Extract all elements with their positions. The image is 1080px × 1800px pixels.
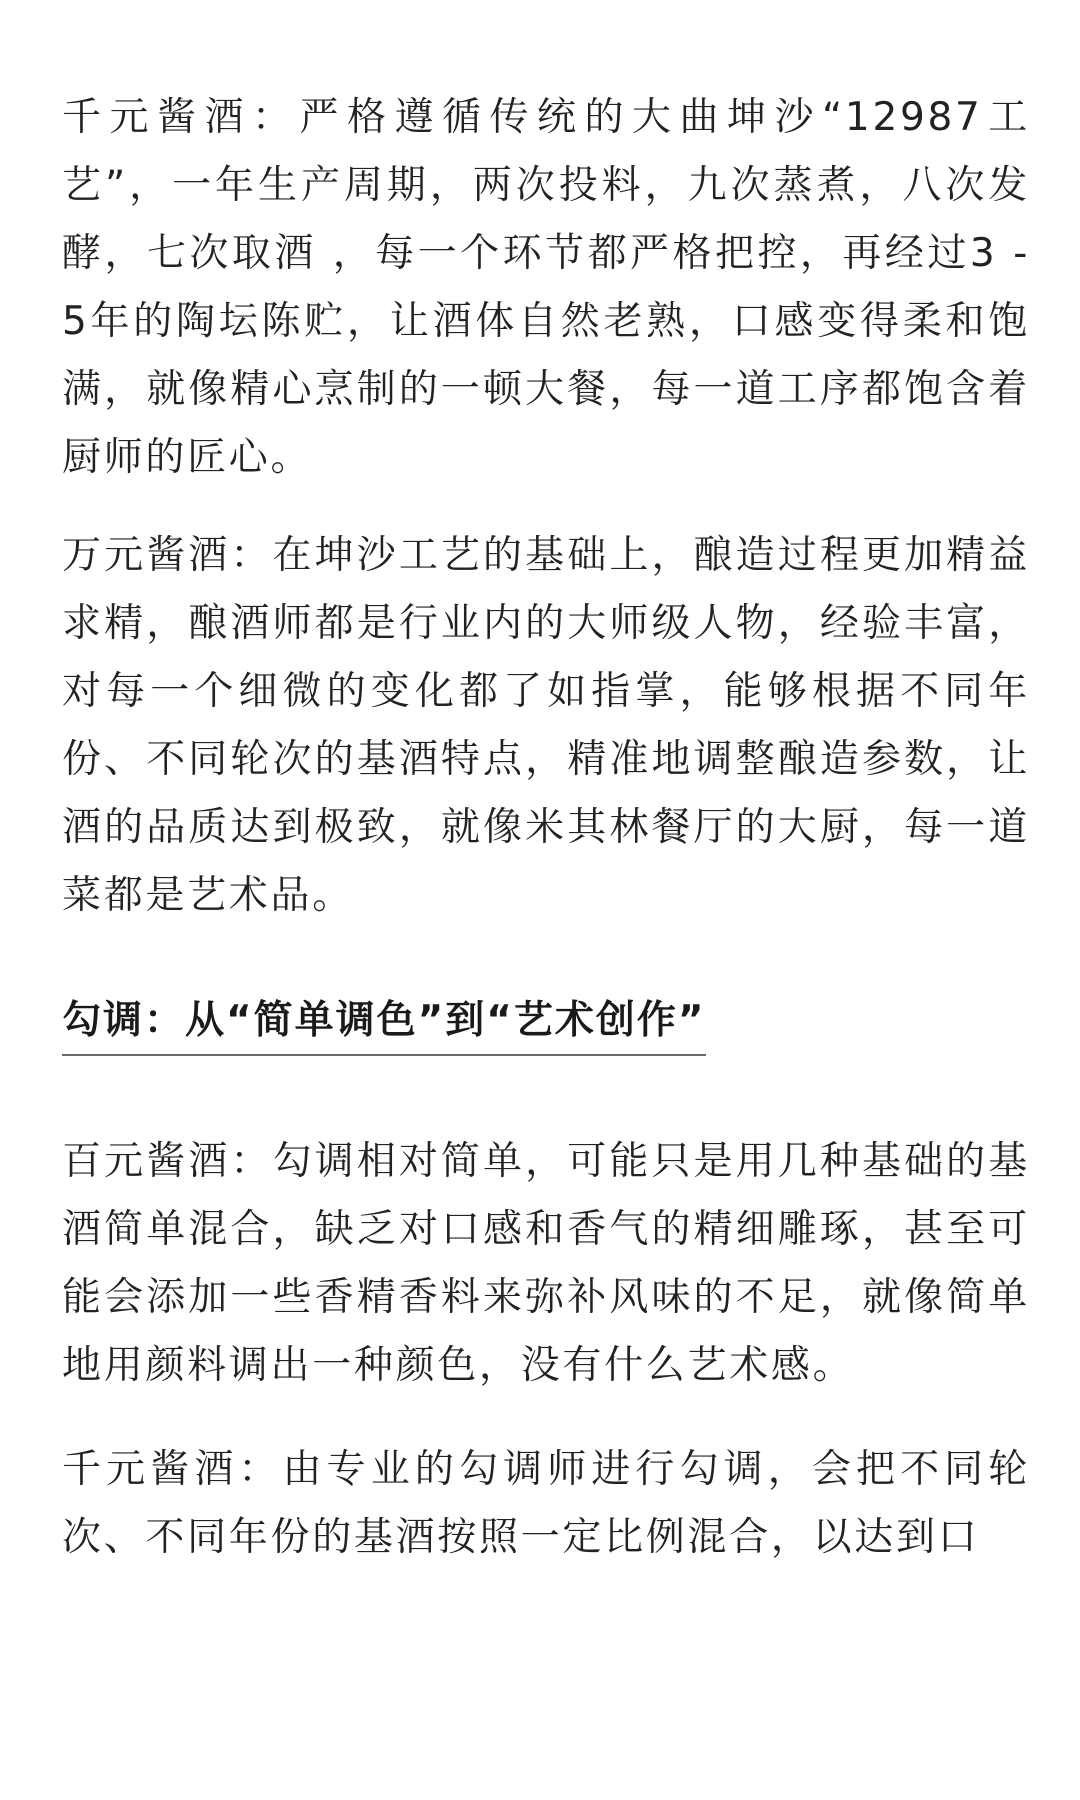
paragraph-wanyuan-brewing: 万元酱酒：在坤沙工艺的基础上，酿造过程更加精益求精，酿酒师都是行业内的大师级人物，经验丰富，对每一个细微的变化都了如指掌，能够根据不同年份、不同轮次的基酒特点，精准地调整酿造参数，让酒的品质达到极致，就像米其林餐厅的大厨，每一道菜都是艺术品。 [62, 533, 1030, 918]
section-heading-container [62, 992, 1030, 1056]
paragraph-qianyuan-brewing: 千元酱酒：严格遵循传统的大曲坤沙“12987工艺”，一年生产周期，两次投料，九次蒸煮，八次发酵，七次取酒 ，每一个环节都严格把控，再经过3 - 5年的陶坛陈贮，让酒体自然老熟，口感变得柔和饱满，就像精心烹制的一顿大餐，每一道工序都饱含着厨师的匠心。 [62, 95, 1030, 480]
paragraph-baiyuan-blending: 百元酱酒：勾调相对简单，可能只是用几种基础的基酒简单混合，缺乏对口感和香气的精细雕琢，甚至可能会添加一些香精香料来弥补风味的不足，就像简单地用颜料调出一种颜色，没有什么艺术感。 [62, 1139, 1030, 1388]
paragraph-qianyuan-blending: 千元酱酒：由专业的勾调师进行勾调，会把不同轮次、不同年份的基酒按照一定比例混合，以达到口 [62, 1447, 1030, 1560]
section-heading-blending: 勾调：从“简单调色”到“艺术创作” [62, 992, 706, 1056]
article-body [62, 84, 1030, 1572]
